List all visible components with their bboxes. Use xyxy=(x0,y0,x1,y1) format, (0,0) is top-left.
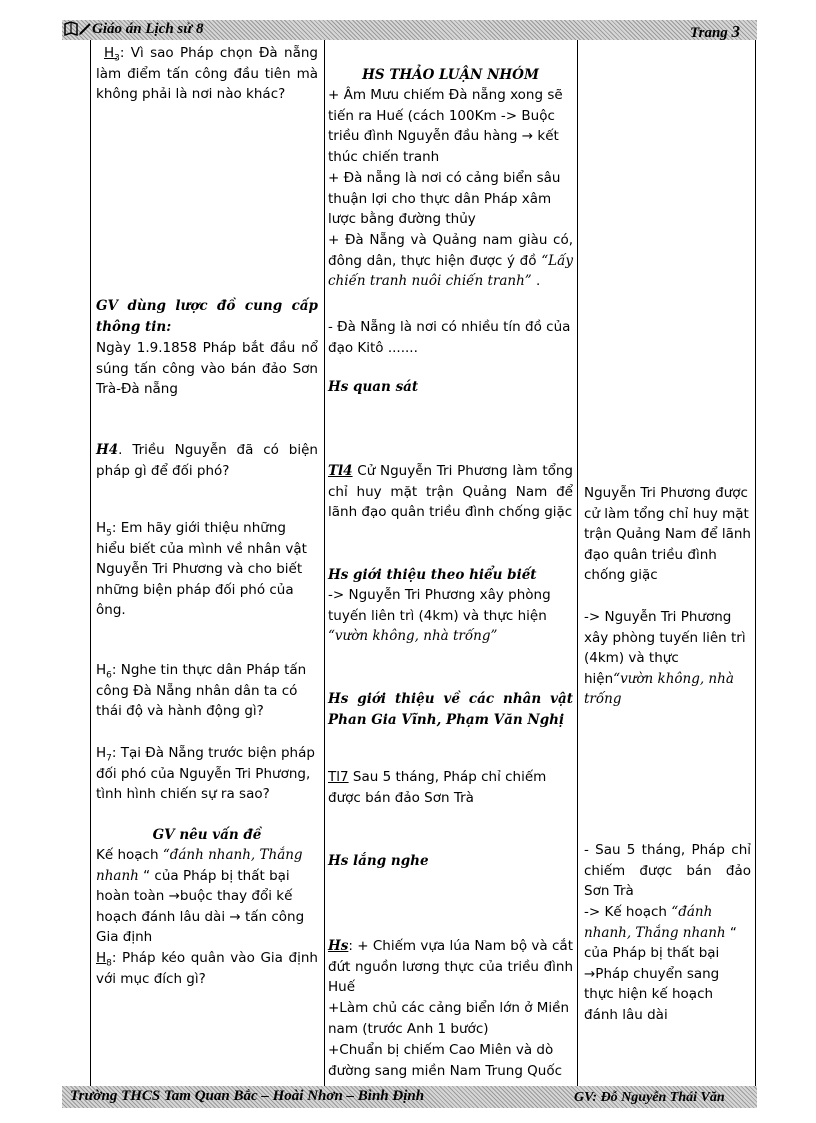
answer-hs-1: Hs: + Chiếm vựa lúa Nam bộ và cắt đứt nguồn lương thực của triều đình Huế xyxy=(328,938,573,995)
intro-note: Hs giới thiệu theo hiểu biết xyxy=(328,567,537,583)
reason-1: + Âm Mưu chiếm Đà nẵng xong sẽ tiến ra Huế (cách 100Km -> Buộc triều đình Nguyễn đầu hàng → kết thúc chiến tranh xyxy=(328,87,563,165)
observe-note: Hs quan sát xyxy=(328,379,419,395)
col-divider-1 xyxy=(324,40,325,1086)
reason-3: + Đà Nẵng và Quảng nam giàu có, đông dân, thực hiện được ý đồ “Lấy chiến tranh nuôi chiến tranh” . xyxy=(328,232,573,289)
ntp-defense: -> Nguyễn Tri Phương xây phòng tuyến liên trì (4km) và thực hiện “vườn không, nhà trống” xyxy=(328,587,551,644)
table-left-border xyxy=(90,40,91,1086)
school-name: Trường THCS Tam Quan Bắc – Hoài Nhơn – Bình Định xyxy=(70,1088,425,1104)
note-son-tra: - Sau 5 tháng, Pháp chỉ chiếm được bán đảo Sơn Trà xyxy=(584,842,751,899)
question-h7: $H_7$: Tại Đà Nẵng trước biện pháp đối phó của Nguyễn Tri Phương, tình hình chiến sự ra sao? xyxy=(96,745,315,802)
reason-4: - Đà Nẵng là nơi có nhiều tín đồ của đạo Kitô ....... xyxy=(328,319,571,356)
page-label: Trang 3 xyxy=(690,22,741,41)
note-ntp-appointed: Nguyễn Tri Phương được cử làm tổng chỉ huy mặt trận Quảng Nam để lãnh đạo quân triều đình chống giặc xyxy=(584,485,751,583)
listen-note: Hs lắng nghe xyxy=(328,853,429,869)
group-discussion-title: HS THẢO LUẬN NHÓM xyxy=(362,67,539,83)
doc-title: Giáo án Lịch sử 8 xyxy=(92,21,204,37)
reason-2: + Đà nẵng là nơi có cảng biển sâu thuận lợi cho thực dân Pháp xâm lược bằng đường thủy xyxy=(328,170,561,227)
table-right-border xyxy=(755,40,756,1086)
gv-map-text: Ngày 1.9.1858 Pháp bắt đầu nổ súng tấn công vào bán đảo Sơn Trà-Đà nẵng xyxy=(96,340,318,397)
col-divider-2 xyxy=(577,40,578,1086)
teacher-name: GV: Đỗ Nguyễn Thái Văn xyxy=(574,1090,725,1105)
plan-text: Kế hoạch “đánh nhanh, Thắng nhanh “ của Pháp bị thất bại hoàn toàn →buộc thay đổi kế hoạch đánh lâu dài → tấn công Gia định xyxy=(96,847,305,945)
answer-tl7: Tl7 Sau 5 tháng, Pháp chỉ chiếm được bán đảo Sơn Trà xyxy=(328,769,547,806)
gv-problem-heading: GV nêu vấn đề xyxy=(152,827,262,843)
question-h8: $H_8$: Pháp kéo quân vào Gia định với mục đích gì? xyxy=(96,950,318,987)
answer-hs-2: +Làm chủ các cảng biển lớn ở Miền nam (trước Anh 1 bước) xyxy=(328,1000,570,1037)
question-h3: $H_3$: Vì sao Pháp chọn Đà nẵng làm điểm tấn công đầu tiên mà không phải là nơi nào khác? xyxy=(96,45,318,102)
note-plan-failed: -> Kế hoạch “đánh nhanh, Thắng nhanh “ của Pháp bị thất bại →Pháp chuyển sang thực hiện kế hoạch đánh lâu dài xyxy=(584,904,737,1023)
question-h4: H4. Triều Nguyễn đã có biện pháp gì để đối phó? xyxy=(96,442,318,479)
note-ntp-defense: -> Nguyễn Tri Phương xây phòng tuyến liên trì (4km) và thực hiện“vườn không, nhà trống xyxy=(584,609,746,707)
gv-map-heading: GV dùng lược đồ cung cấp thông tin: xyxy=(96,298,318,335)
book-pen-icon xyxy=(64,21,92,42)
question-h6: $H_6$: Nghe tin thực dân Pháp tấn công Đà Nẵng nhân dân ta có thái độ và hành động gì? xyxy=(96,662,307,719)
page-number: 3 xyxy=(731,22,741,41)
figures-note: Hs giới thiệu về các nhân vật Phan Gia Vĩnh, Phạm Văn Nghị xyxy=(328,691,573,728)
question-h5: $H_5$: Em hãy giới thiệu những hiểu biết của mình về nhân vật Nguyễn Tri Phương và cho biết những biện pháp đối phó của ông. xyxy=(96,520,307,618)
answer-hs-3: +Chuẩn bị chiếm Cao Miên và dò đường sang miền Nam Trung Quốc xyxy=(328,1042,563,1079)
answer-tl4: Tl4 Cử Nguyễn Tri Phương làm tổng chỉ huy mặt trận Quảng Nam để lãnh đạo quân triều đình chống giặc xyxy=(328,463,573,520)
